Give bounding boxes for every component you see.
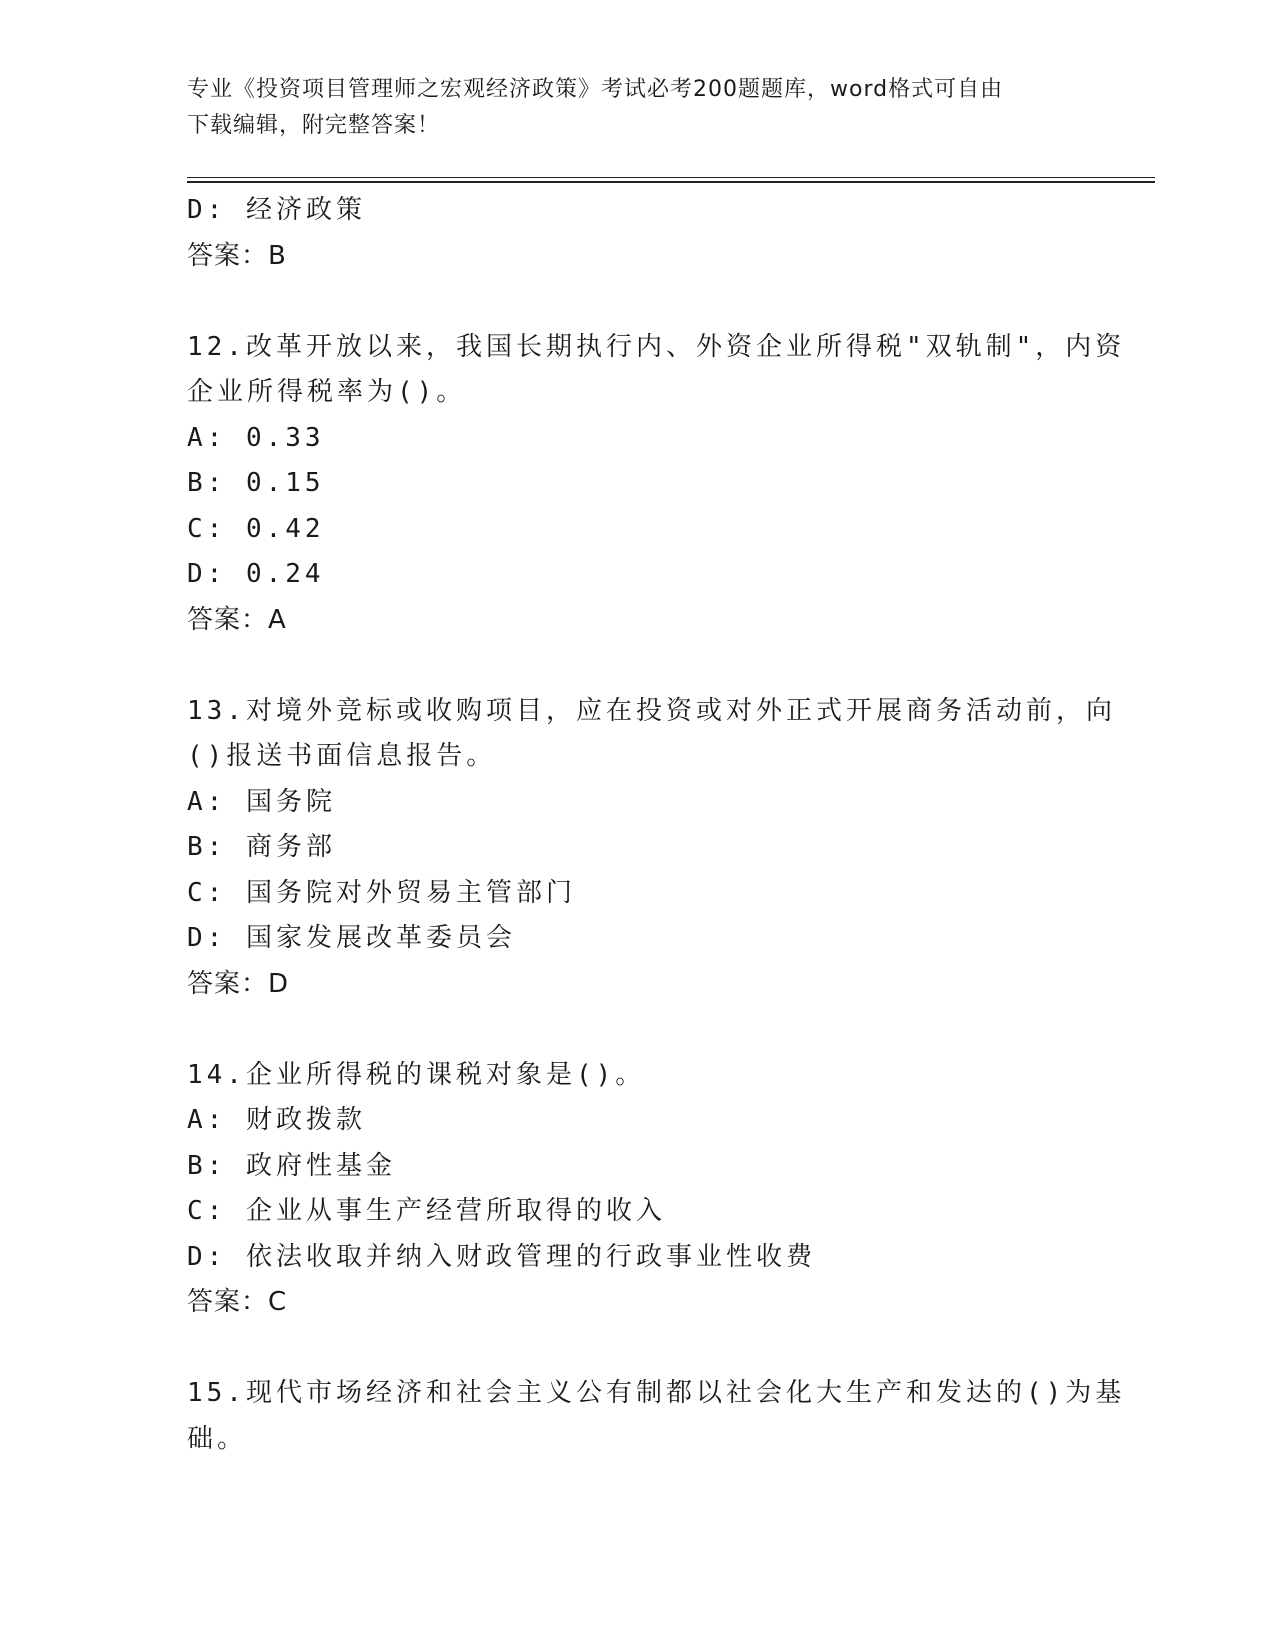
spacer: [187, 279, 1087, 325]
option-c: C: 企业从事生产经营所取得的收入: [187, 1196, 666, 1226]
question-stem-line-2: ()报送书面信息报告。: [187, 741, 497, 771]
question-block-13: [187, 689, 1116, 1008]
option-a: A: 0.33: [187, 422, 325, 453]
question-stem-line-1: 13.对境外竞标或收购项目，应在投资或对外正式开展商务活动前，向: [187, 695, 1116, 726]
option-a: A: 财政拨款: [187, 1105, 366, 1135]
question-list: [187, 188, 1126, 1462]
answer-line: 答案：A: [187, 604, 287, 635]
question-block-15: [187, 1371, 1126, 1462]
option-c: C: 0.42: [187, 513, 325, 544]
question-stem-line-1: 14.企业所得税的课税对象是()。: [187, 1059, 646, 1090]
question-stem-line-1: 12.改革开放以来，我国长期执行内、外资企业所得税"双轨制"，内资: [187, 331, 1126, 362]
spacer: [187, 1326, 1087, 1372]
option-d: D: 经济政策: [187, 195, 366, 225]
header-divider-thin: [187, 177, 1155, 178]
answer-line: 答案：D: [187, 968, 290, 999]
question-block-12: [187, 325, 1126, 644]
option-d: D: 国家发展改革委员会: [187, 923, 516, 953]
option-d: D: 依法收取并纳入财政管理的行政事业性收费: [187, 1241, 816, 1272]
header-divider-thick: [187, 181, 1155, 183]
question-stem-line-1: 15.现代市场经济和社会主义公有制都以社会化大生产和发达的()为基: [187, 1378, 1126, 1408]
question-block-14: [187, 1053, 1087, 1326]
option-b: B: 政府性基金: [187, 1150, 396, 1181]
document-header: [187, 72, 1087, 144]
header-line-1: 专业《投资项目管理师之宏观经济政策》考试必考200题题库，word格式可自由: [187, 77, 1004, 102]
header-line-2: 下载编辑，附完整答案！: [187, 113, 441, 138]
option-a: A: 国务院: [187, 786, 336, 817]
answer-line: 答案：C: [187, 1287, 288, 1317]
question-stem-line-2: 企业所得税率为()。: [187, 377, 467, 407]
spacer: [187, 1007, 1087, 1053]
question-stem-line-2: 础。: [187, 1423, 248, 1454]
answer-line: 答案：B: [187, 240, 287, 271]
spacer: [187, 643, 1087, 689]
question-block-prev: [187, 188, 1087, 279]
option-d: D: 0.24: [187, 559, 325, 589]
option-b: B: 0.15: [187, 468, 325, 498]
option-b: B: 商务部: [187, 832, 336, 862]
option-c: C: 国务院对外贸易主管部门: [187, 877, 576, 908]
